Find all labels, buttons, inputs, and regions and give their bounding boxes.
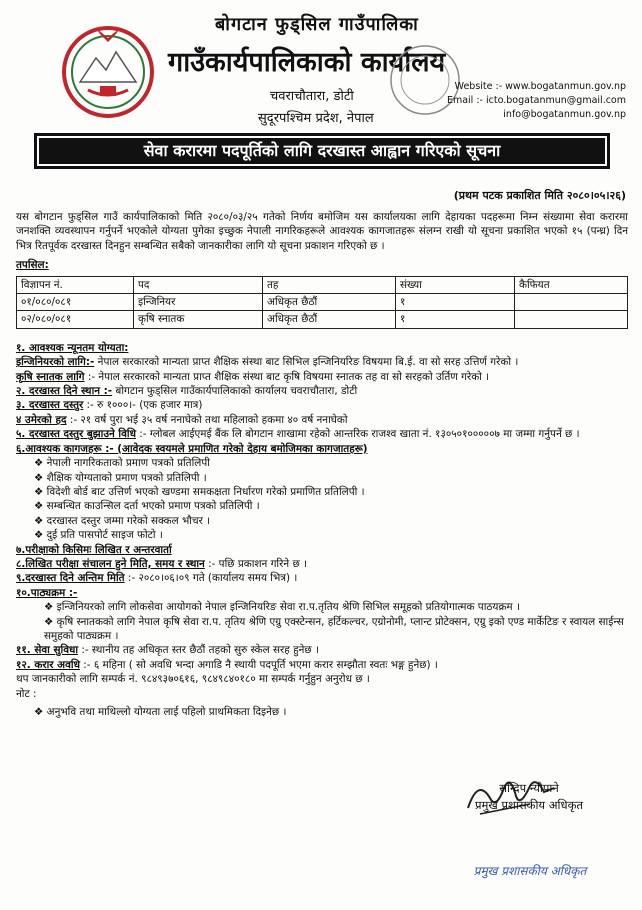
note-item: ❖ अनुभवि तथा माथिल्लो योग्यता लाई पहिलो प्राथमिकता दिइनेछ ।: [34, 705, 628, 719]
table-header-row: [17, 276, 628, 293]
designation-stamp: प्रमुख प्रशासकीय अधिकृत: [473, 864, 587, 878]
notice-body: [16, 210, 628, 719]
table-cell: [515, 311, 628, 328]
section-1-title: १. आवश्यक न्यूनतम योग्यता:: [16, 341, 129, 354]
section-10-title: १०.पाठ्यक्रम :-: [16, 586, 78, 599]
engineer-label: इन्जिनियरको लागि:-: [16, 356, 95, 369]
section-4: [16, 413, 628, 427]
section-5: [16, 427, 628, 441]
table-cell: [515, 294, 628, 311]
section-1-engineer: [16, 355, 628, 369]
table-cell: ०१/०८०/०८१: [17, 294, 134, 311]
section-11-label: ११. सेवा सुविधा: [16, 644, 79, 657]
section-4-label: ४ उमेरको हद: [16, 413, 67, 426]
list-item: ❖ दरखास्त दस्तुर जम्मा गरेको सक्कल भौचर ।: [34, 514, 628, 528]
section-2-text: बोगटान फुड्सिल गाउँकार्यपालिकाको कार्यालय चवराचौतारा, डोटी: [112, 385, 358, 398]
letterhead: [0, 0, 642, 135]
table-cell: अधिकृत छैठौं: [263, 294, 396, 311]
section-12: [16, 658, 628, 672]
section-2-label: २. दरखास्त दिने स्थान :-: [16, 385, 113, 398]
website-text: Website :- www.bogatanmun.gov.np: [454, 81, 626, 92]
table-cell: १: [396, 294, 515, 311]
signature-block: [444, 780, 614, 814]
list-item: ❖ कृषि स्नातकको लागि नेपाल कृषि सेवा रा.प. तृतिय श्रेणि एग्रु एक्स्टेन्सन, हर्टिकल्चर, एग्रोनोमी, प्लान्ट प्रोटेक्सन, एग्रु इको एण्ड मार्केटिङ र स्वायल साईन्स समुहको पाठ्यक्रम ।: [44, 615, 628, 644]
email-text: Email :- icto.bogatanmun@gmail.com: [446, 95, 626, 106]
notice-title-bar: [34, 133, 610, 169]
list-item: ❖ विदेशी बोर्ड बाट उत्तिर्ण भएको खण्डमा समकक्षता निर्धारण गरेको प्रमाणित प्रतिलिपी ।: [34, 485, 628, 499]
publish-date: (प्रथम पटक प्रकाशित मिति २०८०।०५।२६): [453, 189, 626, 202]
section-12-text: :- ६ महिना ( सो अवधि भन्दा अगाडि नै स्थायी पदपूर्ति भएमा करार सम्झौता स्वतः भङ्ग हुनेछ) ।: [79, 658, 438, 671]
section-12-label: १२. करार अवधि: [16, 658, 80, 671]
note-label: नोट :: [16, 687, 37, 700]
province-name: सुदूरपश्चिम प्रदेश, नेपाल: [258, 111, 374, 126]
list-item: ❖ सम्बन्धित काउन्सिल दर्ता भएको प्रमाण पत्रको प्रतिलिपी ।: [34, 499, 628, 513]
section-3-text: :- रु १०००।- (एक हजार मात्र): [83, 399, 203, 412]
signatory-name: सन्दिप न्यौपाने: [499, 781, 559, 795]
section-11-text: :- स्थानीय तह अधिकृत स्तर छैठौं तहको सुरु स्केल सरह हुनेछ ।: [78, 644, 319, 657]
section-1-agriculture: [16, 370, 628, 384]
section-11: [16, 643, 628, 657]
section-2: [16, 384, 628, 398]
section-8-label: ८.लिखित परीक्षा संचालन हुने मिति, समय र स्थान: [16, 557, 205, 570]
section-7-text: लिखित र अन्तरवार्ता: [91, 543, 172, 556]
list-item: ❖ नेपाली नागरिकताको प्रमाण पत्रको प्रतिलिपी: [34, 456, 628, 470]
nepal-emblem-icon: [58, 20, 158, 120]
municipality-name: बोगटान फुड्सिल गाउँपालिका: [215, 14, 419, 35]
section-9-text: :- २०८०।०६।०९ गते (कार्यालय समय भित्र) ।: [124, 572, 298, 585]
table-cell: १: [396, 311, 515, 328]
table-cell: इन्जिनियर: [134, 294, 263, 311]
vacancy-table: [16, 276, 628, 329]
agriculture-text: :- नेपाल सरकारको मान्यता प्राप्त शैक्षिक संस्था बाट कृषि विषयमा स्नातक तह वा सो सरहको उर्तिण गरेको ।: [84, 370, 490, 383]
table-caption: तपसिल:: [16, 259, 49, 272]
section-8-text: :- पछि प्रकाशन गरिने छ ।: [204, 557, 307, 570]
office-location: चवराचौतारा, डोटी: [270, 89, 354, 104]
notice-title: सेवा करारमा पदपूर्तिको लागि दरखास्त आह्वान गरिएको सूचना: [143, 141, 501, 160]
table-row: [17, 311, 628, 328]
email-text-2: info@bogatanmun.gov.np: [503, 109, 626, 120]
col-header: पद: [134, 276, 263, 293]
section-9-label: ९.दरखास्त दिने अन्तिम मिति: [16, 572, 125, 585]
agriculture-label: कृषि स्नातक लागि: [16, 370, 85, 383]
section-5-text: :- ग्लोबल आईएमई बैंक लि बोगटान शाखामा रहेको आन्तरिक राजश्व खाता नं. १३०५०१०००००७ मा जम्मा गर्नुपर्ने छ ।: [135, 428, 580, 441]
col-header: विज्ञापन नं.: [17, 276, 134, 293]
section-4-text: :- २१ वर्ष पुरा भई ३५ वर्ष ननाघेको तथा महिलाको हकमा ४० वर्ष ननाघेको: [66, 413, 348, 426]
section-9: [16, 571, 628, 585]
list-item: ❖ दुई प्रति पासपोर्ट साइज फोटो ।: [34, 528, 628, 542]
contact-line: थप जानकारीको लागि सम्पर्क नं. ९८४९३७०६१६, ९८४९८४०१८० मा सम्पर्क गर्नुहुन अनुरोध छ ।: [16, 673, 370, 686]
intro-paragraph: यस बोगटान फुड्सिल गाउँ कार्यपालिकाको मिति २०८०/०३/२५ गतेको निर्णय बमोजिम यस कार्यालयका लागि देहायका पदहरूमा निम्न संख्यामा सेवा करारमा जनशक्ति व्यवस्थापन गर्नुपर्ने भएकोले योग्यता पुगेका इच्छुक नेपाली नागरिकहरूले आवश्यक कागजातहरू संलग्न राखी यो सूचना प्रकाशित भएको १५ (पन्ध्र) दिन भित्र रितपूर्वक दरखास्त दिनहुन सम्बन्धित सबैको जानकारीका लागि यो सूचना प्रकाशन गरिएको छ ।: [16, 211, 628, 252]
table-cell: अधिकृत छैठौं: [263, 311, 396, 328]
contact-info: [447, 80, 626, 122]
table-row: [17, 294, 628, 311]
engineer-text: नेपाल सरकारको मान्यता प्राप्त शैक्षिक संस्था बाट सिभिल इन्जिनियरिङ विषयमा बि.ई. वा सो सरह उत्तिर्ण गरेको ।: [94, 356, 519, 369]
table-cell: ०२/०८०/०८१: [17, 311, 134, 328]
section-7: [16, 543, 628, 557]
list-item: ❖ शैक्षिक योग्यताको प्रमाण पत्रको प्रतिलिपी ।: [34, 471, 628, 485]
col-header: तह: [263, 276, 396, 293]
office-name: गाउँकार्यपालिकाको कार्यालय: [168, 47, 446, 78]
section-7-label: ७.परीक्षाको किसिमः: [16, 543, 92, 556]
section-8: [16, 557, 628, 571]
section-3: [16, 398, 628, 412]
col-header: कैफियत: [515, 276, 628, 293]
col-header: संख्या: [396, 276, 515, 293]
section-6-title: ६.आवश्यक कागजहरू :- (आवेदक स्वयमले प्रमाणित गरेको देहाय बमोजिमका कागजातहरू): [16, 442, 368, 455]
list-item: ❖ इन्जिनियरको लागि लोकसेवा आयोगको नेपाल इन्जिनियरिङ सेवा रा.प.तृतिय श्रेणि सिभिल समूहको प्रतियोगात्मक पाठयक्रम ।: [44, 600, 628, 614]
section-5-label: ५. दरखास्त दस्तुर बुझाउने विधि: [16, 428, 136, 441]
table-cell: कृषि स्नातक: [134, 311, 263, 328]
section-3-label: ३. दरखास्त दस्तुर: [16, 399, 84, 412]
signatory-title: प्रमुख प्रशासकीय अधिकृत: [475, 798, 583, 812]
